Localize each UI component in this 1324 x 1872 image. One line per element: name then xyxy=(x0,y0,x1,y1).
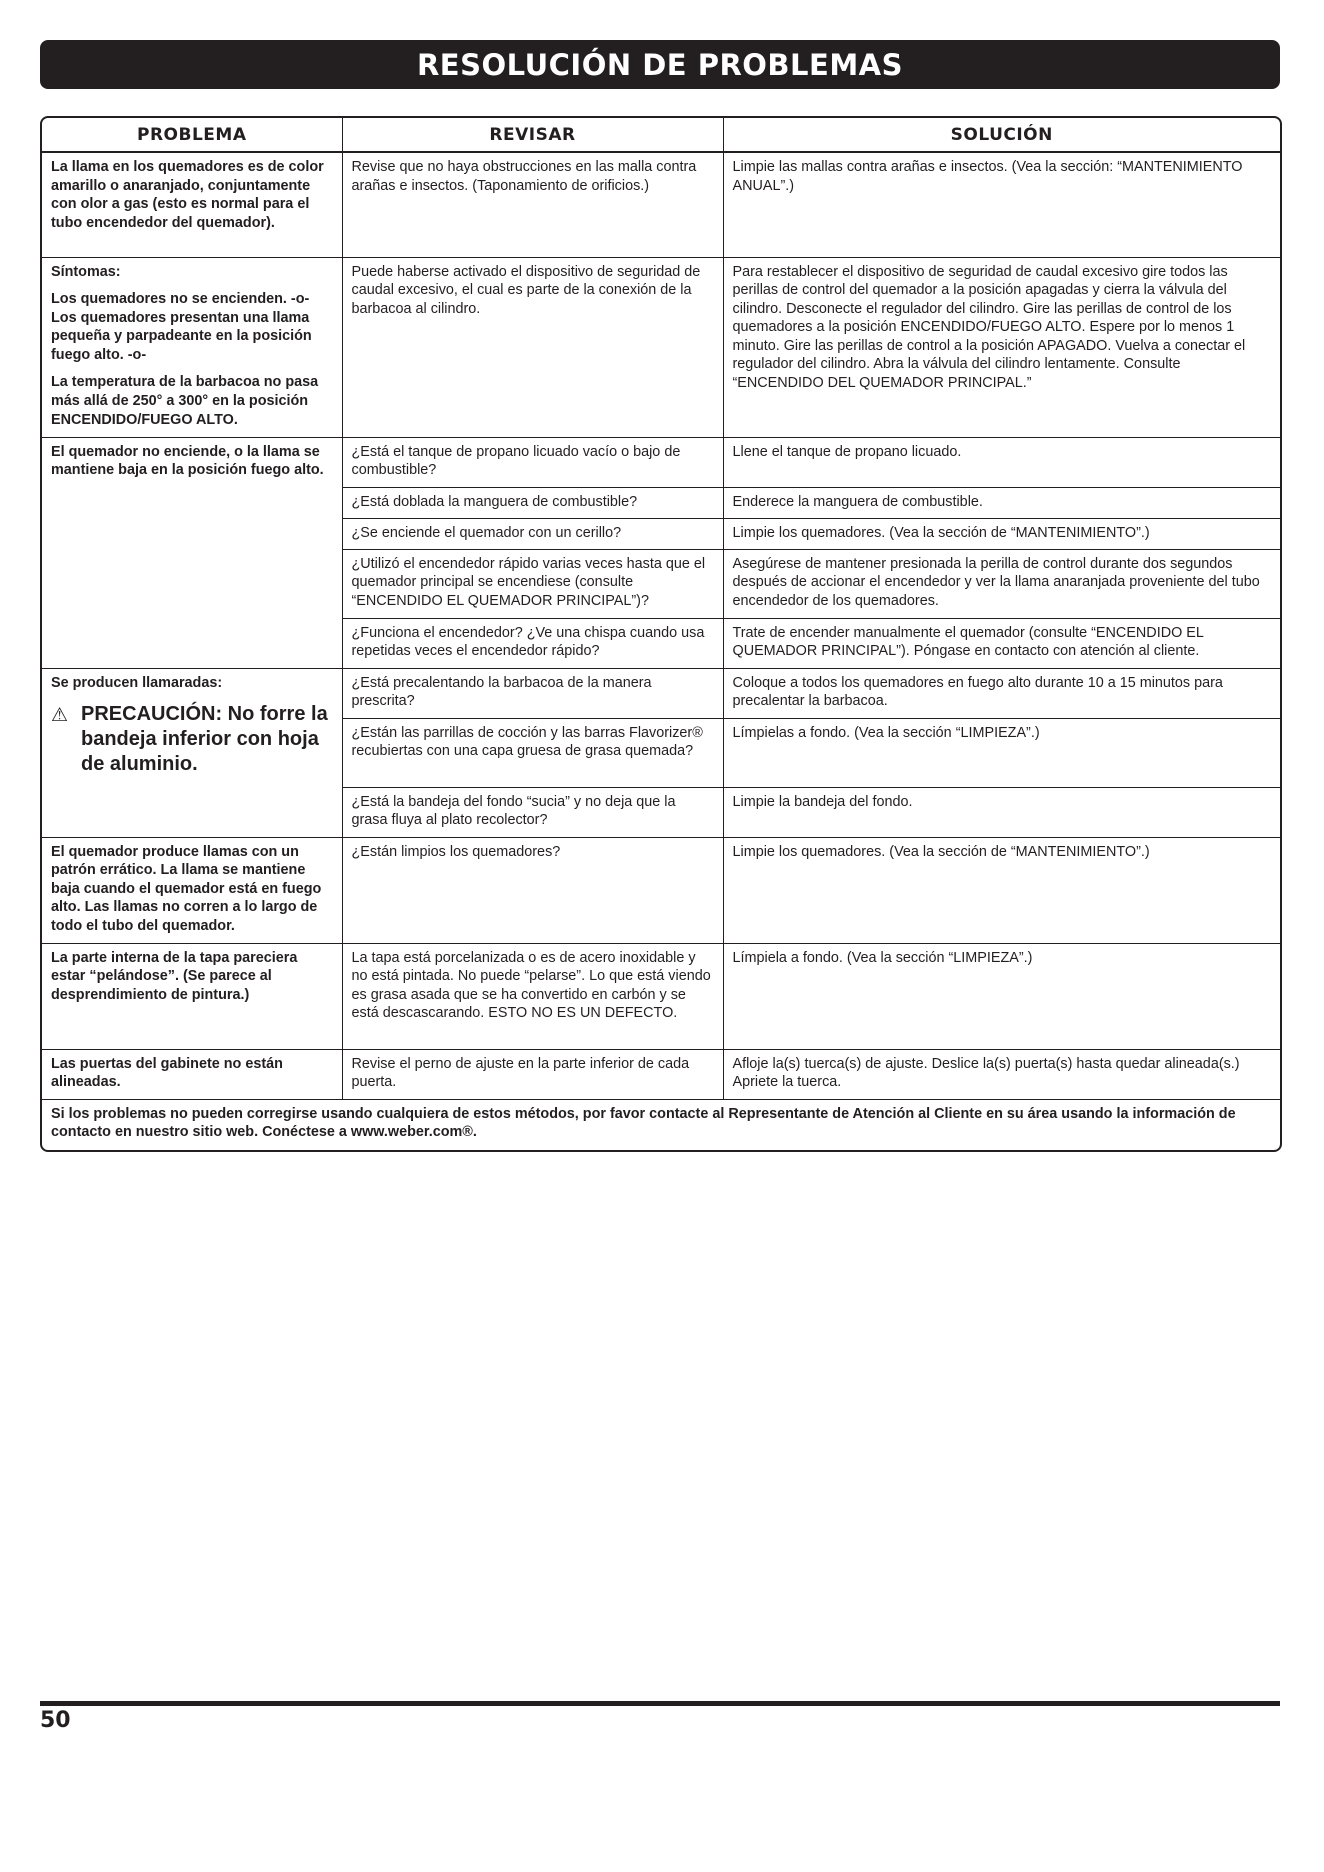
solution-cell: Asegúrese de mantener presionada la perilla de control durante dos segundos después de accionar el encendedor y ver la llama anaranjada proveniente del tubo encendedor de los quemadores. xyxy=(723,549,1280,618)
page-title-bar xyxy=(40,40,1280,89)
table-row xyxy=(42,668,1280,718)
problem-text: Se producen llamaradas: xyxy=(51,674,223,691)
check-cell: ¿Están las parrillas de cocción y las barras Flavorizer® recubiertas con una capa gruesa de grasa quemada? xyxy=(342,718,723,787)
problem-text: Síntomas: xyxy=(51,263,121,280)
solution-cell: Limpie los quemadores. (Vea la sección de “MANTENIMIENTO”.) xyxy=(723,837,1280,943)
problem-cell xyxy=(42,1049,342,1099)
problem-cell xyxy=(42,257,342,437)
check-cell: La tapa está porcelanizada o es de acero inoxidable y no está pintada. No puede “pelarse”. Lo que está viendo es grasa asada que se ha convertido en carbón y se está descascarando. ESTO NO ES UN DEFECTO. xyxy=(342,943,723,1049)
solution-cell: Afloje la(s) tuerca(s) de ajuste. Deslice la(s) puerta(s) hasta quedar alineada(s.) Apriete la tuerca. xyxy=(723,1049,1280,1099)
problem-text: El quemador no enciende, o la llama se mantiene baja en la posición fuego alto. xyxy=(51,443,324,479)
caution-note xyxy=(51,702,336,777)
column-header-solution: SOLUCIÓN xyxy=(723,118,1280,152)
warning-triangle-icon: ⚠ xyxy=(51,705,69,727)
check-cell: Revise el perno de ajuste en la parte inferior de cada puerta. xyxy=(342,1049,723,1099)
solution-cell: Limpie las mallas contra arañas e insectos. (Vea la sección: “MANTENIMIENTO ANUAL”.) xyxy=(723,152,1280,257)
solution-cell: Trate de encender manualmente el quemador (consulte “ENCENDIDO EL QUEMADOR PRINCIPAL”). Póngase en contacto con atención al cliente. xyxy=(723,618,1280,668)
solution-cell: Limpie los quemadores. (Vea la sección de “MANTENIMIENTO”.) xyxy=(723,518,1280,549)
table-row xyxy=(42,1049,1280,1099)
table-row xyxy=(42,943,1280,1049)
solution-cell: Limpie la bandeja del fondo. xyxy=(723,787,1280,837)
problem-text: La parte interna de la tapa pareciera estar “pelándose”. (Se parece al desprendimiento de pintura.) xyxy=(51,949,298,1003)
table-row xyxy=(42,837,1280,943)
check-cell: ¿Está precalentando la barbacoa de la manera prescrita? xyxy=(342,668,723,718)
solution-cell: Llene el tanque de propano licuado. xyxy=(723,437,1280,487)
solution-cell: Límpiela a fondo. (Vea la sección “LIMPIEZA”.) xyxy=(723,943,1280,1049)
problem-cell xyxy=(42,152,342,257)
problem-cell xyxy=(42,668,342,837)
check-cell: ¿Utilizó el encendedor rápido varias veces hasta que el quemador principal se encendiese (consulte “ENCENDIDO EL QUEMADOR PRINCIPAL”)? xyxy=(342,549,723,618)
column-header-problem: PROBLEMA xyxy=(42,118,342,152)
table-footer-row xyxy=(42,1099,1280,1150)
problem-text: La temperatura de la barbacoa no pasa más allá de 250° a 300° en la posición ENCENDIDO/FUEGO ALTO. xyxy=(51,374,319,428)
problem-text: Los quemadores no se encienden. -o- Los quemadores presentan una llama pequeña y parpadeante en la posición fuego alto. -o- xyxy=(51,291,312,363)
problem-cell xyxy=(42,943,342,1049)
solution-cell: Coloque a todos los quemadores en fuego alto durante 10 a 15 minutos para precalentar la barbacoa. xyxy=(723,668,1280,718)
column-header-check: REVISAR xyxy=(342,118,723,152)
table-header-row xyxy=(42,118,1280,152)
check-cell: ¿Están limpios los quemadores? xyxy=(342,837,723,943)
solution-cell: Para restablecer el dispositivo de seguridad de caudal excesivo gire todos las perillas de control del quemador a la posición apagadas y cierra la válvula del cilindro. Desconecte el regulador del cilindro. Gire las perillas de control de los quemadores a la posición ENCENDIDO/FUEGO ALTO. Espere por lo menos 1 minuto. Gire las perillas de control a la posición APAGADO. Vuelva a conectar el regulador del cilindro. Abra la válvula del cilindro lentamente. Consulte “ENCENDIDO DEL QUEMADOR PRINCIPAL.” xyxy=(723,257,1280,437)
caution-text: PRECAUCIÓN: No forre la bandeja inferior con hoja de aluminio. xyxy=(81,703,328,776)
page-title: RESOLUCIÓN DE PROBLEMAS xyxy=(416,47,904,82)
table-row xyxy=(42,437,1280,487)
contact-note: Si los problemas no pueden corregirse usando cualquiera de estos métodos, por favor contacte al Representante de Atención al Cliente en su área usando la información de contacto en nuestro sitio web. Conéctese a www.weber.com®. xyxy=(42,1099,1280,1150)
problem-text: El quemador produce llamas con un patrón errático. La llama se mantiene baja cuando el quemador está en fuego alto. Las llamas no corren a lo largo de todo el tubo del quemador. xyxy=(51,843,322,934)
problem-cell xyxy=(42,837,342,943)
check-cell: ¿Está el tanque de propano licuado vacío o bajo de combustible? xyxy=(342,437,723,487)
check-cell: ¿Funciona el encendedor? ¿Ve una chispa cuando usa repetidas veces el encendedor rápido? xyxy=(342,618,723,668)
table-row xyxy=(42,152,1280,257)
check-cell: ¿Está doblada la manguera de combustible? xyxy=(342,487,723,518)
page-number: 50 xyxy=(40,1708,71,1733)
solution-cell: Enderece la manguera de combustible. xyxy=(723,487,1280,518)
bottom-divider xyxy=(40,1701,1280,1706)
problem-cell xyxy=(42,437,342,668)
troubleshooting-table xyxy=(40,116,1282,1152)
check-cell: Puede haberse activado el dispositivo de seguridad de caudal excesivo, el cual es parte de la conexión de la barbacoa al cilindro. xyxy=(342,257,723,437)
problem-text: Las puertas del gabinete no están alineadas. xyxy=(51,1055,283,1091)
check-cell: ¿Se enciende el quemador con un cerillo? xyxy=(342,518,723,549)
check-cell: ¿Está la bandeja del fondo “sucia” y no deja que la grasa fluya al plato recolector? xyxy=(342,787,723,837)
table-row xyxy=(42,257,1280,437)
check-cell: Revise que no haya obstrucciones en las malla contra arañas e insectos. (Taponamiento de orificios.) xyxy=(342,152,723,257)
problem-text: La llama en los quemadores es de color amarillo o anaranjado, conjuntamente con olor a gas (esto es normal para el tubo encendedor del quemador). xyxy=(51,159,324,231)
solution-cell: Límpielas a fondo. (Vea la sección “LIMPIEZA”.) xyxy=(723,718,1280,787)
